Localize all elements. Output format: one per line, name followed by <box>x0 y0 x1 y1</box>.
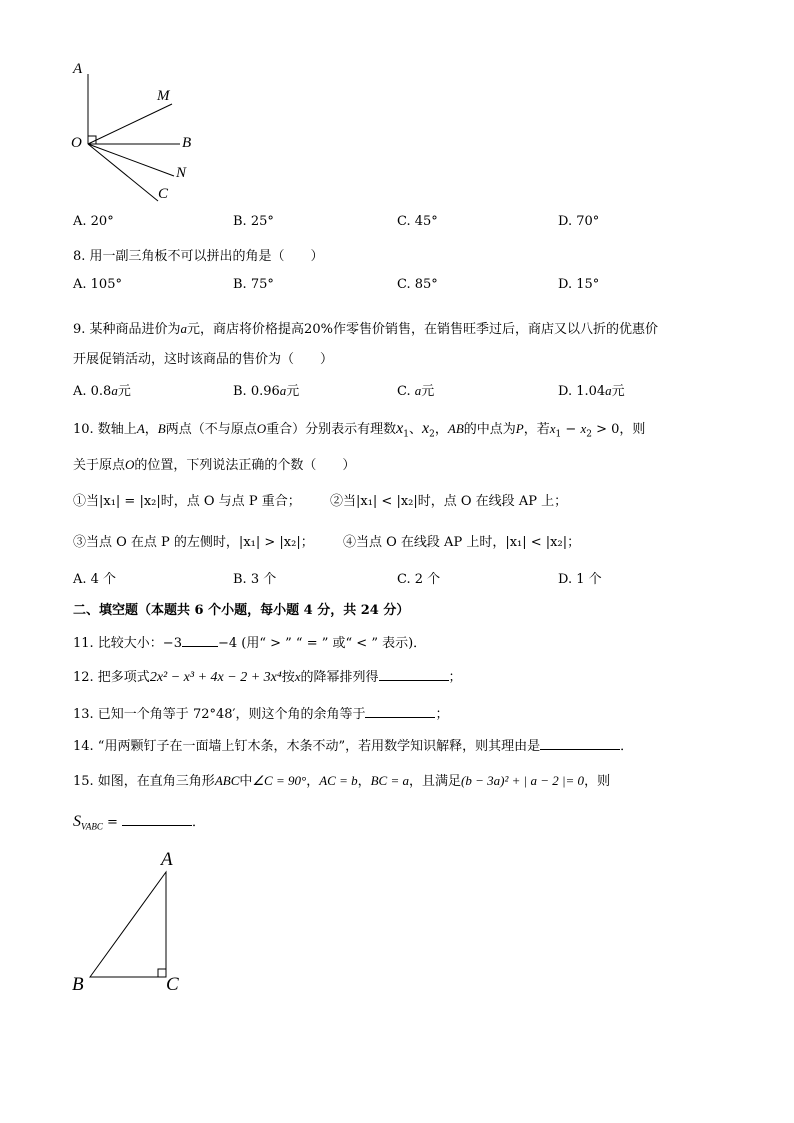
q8-option-b: B. 75° <box>233 277 274 292</box>
q15-answer-line: $S_{VABC}$ = ． <box>73 813 206 832</box>
q10-option-d: D. 1 个 <box>558 572 602 587</box>
triangle-label-a: A <box>161 849 173 870</box>
q8-option-d: D. 15° <box>558 277 600 292</box>
q15-stem: 15. 如图，在直角三角形ABC中∠C = 90°，AC = b，BC = a，且满足(b − 3a)² + | a − 2 |= 0，则 <box>73 773 611 789</box>
triangle-label-b: B <box>72 974 84 995</box>
q9-option-c: C. a元 <box>397 383 435 399</box>
point-label-a: A <box>73 61 83 77</box>
q10-option-c: C. 2 个 <box>397 572 441 587</box>
q12: 12. 把多项式2x² − x³ + 4x − 2 + 3x⁴按x的降幂排列得 ； <box>73 669 462 685</box>
point-label-c: C <box>158 186 169 202</box>
q9-stem-line2: 开展促销活动，这时该商品的售价为（ ） <box>73 352 334 367</box>
point-label-b: B <box>182 135 192 151</box>
q8-stem: 8. 用一副三角板不可以拼出的角是（ ） <box>73 249 324 264</box>
q10-statement-3: ③当点 O 在点 P 的左侧时，|x₁| > |x₂|； <box>73 535 314 550</box>
q13-answer-blank[interactable] <box>365 705 435 718</box>
triangle-label-c: C <box>166 974 179 995</box>
q10-statement-1: ①当|x₁| = |x₂|时，点 O 与点 P 重合； <box>73 494 301 509</box>
q7-option-d: D. 70° <box>558 214 600 229</box>
q10-stem-line2: 关于原点O的位置，下列说法正确的个数（ ） <box>73 457 356 473</box>
q13: 13. 已知一个角等于 72°48′，则这个角的余角等于 ； <box>73 707 449 722</box>
point-label-m: M <box>157 88 170 104</box>
q10-statement-4: ④当点 O 在线段 AP 上时，|x₁| < |x₂|； <box>343 535 581 550</box>
q11: 11. 比较大小：−3 −4 (用“ > ” “ = ” 或“ < ” 表示)． <box>73 636 427 651</box>
q10-stem-line1: 10. 数轴上A，B两点（不与原点O重合）分别表示有理数$x_1$、$x_2$，AB的中点为P，若$x_1 - x_2 > 0$，则 <box>73 420 646 440</box>
q14-answer-blank[interactable] <box>540 737 620 750</box>
q9-option-a: A. 0.8a元 <box>73 383 131 399</box>
q12-answer-blank[interactable] <box>379 668 449 681</box>
q7-option-c: C. 45° <box>397 214 438 229</box>
q7-option-b: B. 25° <box>233 214 274 229</box>
q15-answer-blank[interactable] <box>122 813 192 826</box>
q9-stem-line1: 9. 某种商品进价为a元，商店将价格提高20%作零售价销售，在销售旺季过后，商店又以八折的优惠价 <box>73 321 658 337</box>
q10-option-a: A. 4 个 <box>73 572 117 587</box>
q9-option-d: D. 1.04a元 <box>558 383 625 399</box>
q10-option-b: B. 3 个 <box>233 572 277 587</box>
q10-statement-2: ②当|x₁| < |x₂|时，点 O 在线段 AP 上； <box>330 494 568 509</box>
point-label-n: N <box>176 165 187 181</box>
q9-option-b: B. 0.96a元 <box>233 383 300 399</box>
q7-option-a: A. 20° <box>73 214 114 229</box>
angle-figure <box>60 58 210 208</box>
q8-option-a: A. 105° <box>73 277 122 292</box>
q8-option-c: C. 85° <box>397 277 438 292</box>
q11-answer-blank[interactable] <box>182 634 218 647</box>
point-label-o: O <box>71 135 82 151</box>
section-2-title: 二、填空题（本题共 6 个小题，每小题 4 分，共 24 分） <box>73 603 410 618</box>
right-triangle-figure <box>80 860 190 990</box>
q14: 14. “用两颗钉子在一面墙上钉木条，木条不动”，若用数学知识解释，则其理由是 ． <box>73 739 634 754</box>
